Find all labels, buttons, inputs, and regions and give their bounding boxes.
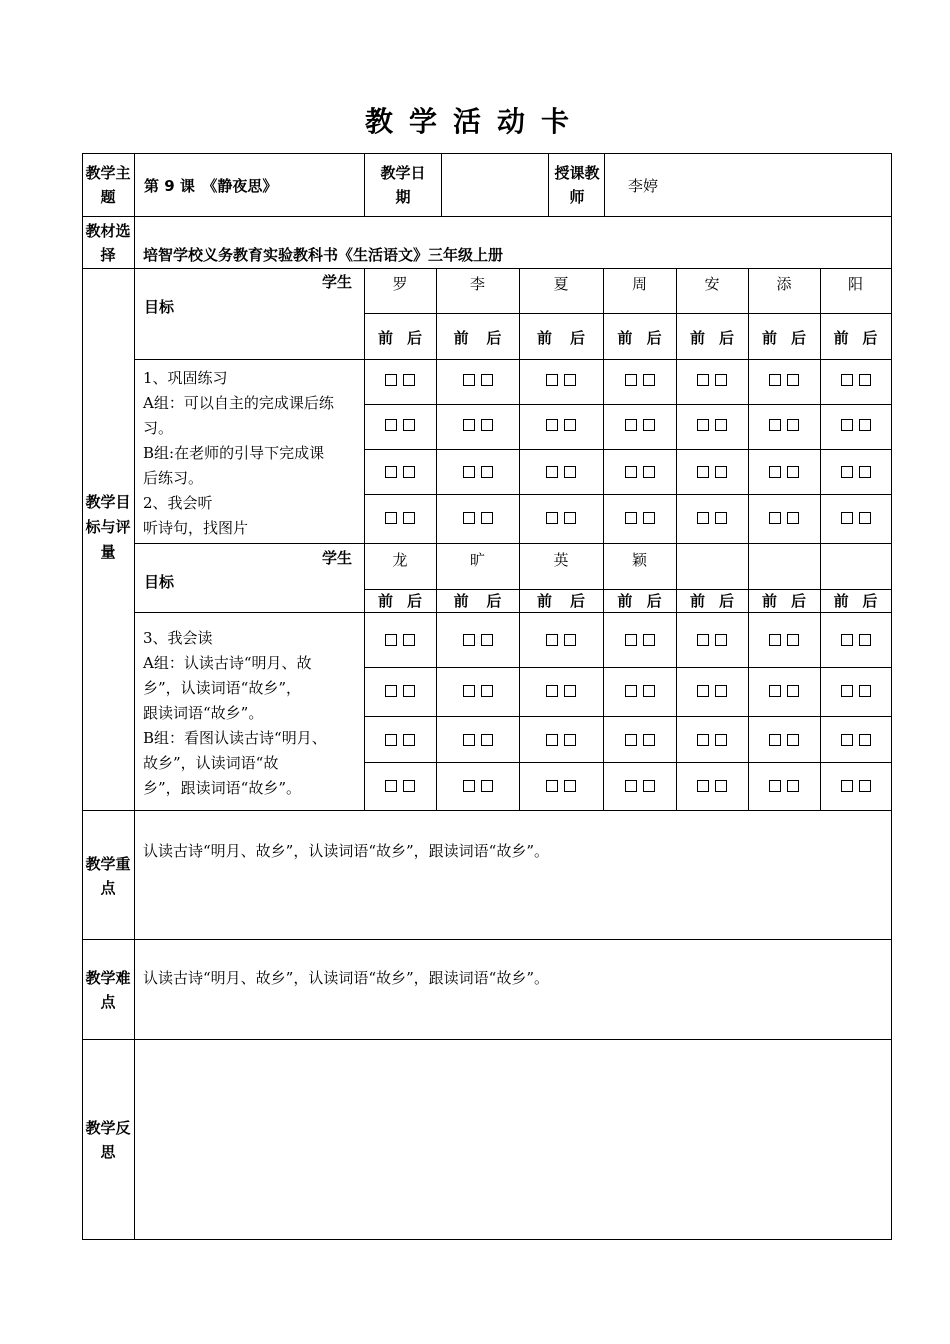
before-checkbox[interactable]	[625, 634, 637, 646]
key-points-value: 认读古诗“明月、故乡”，认读词语“故乡”，跟读词语“故乡”。	[143, 842, 550, 860]
table-rule	[82, 153, 83, 1240]
table-rule	[364, 449, 892, 450]
difficulties-value: 认读古诗“明月、故乡”，认读词语“故乡”，跟读词语“故乡”。	[143, 969, 550, 987]
checkbox-pair	[519, 465, 603, 481]
after-checkbox[interactable]	[859, 374, 871, 386]
table-rule	[441, 153, 442, 217]
teacher-label-text: 授课教师	[554, 164, 600, 206]
after-checkbox[interactable]	[859, 419, 871, 431]
checkbox-pair	[364, 418, 436, 434]
key-points-label	[84, 852, 132, 900]
before-checkbox[interactable]	[769, 419, 781, 431]
after-checkbox[interactable]	[859, 466, 871, 478]
before-after-header	[748, 589, 820, 613]
checkbox-pair	[364, 779, 436, 795]
checkbox-pair	[820, 511, 891, 527]
checkbox-pair	[676, 465, 748, 481]
checkbox-pair	[820, 733, 891, 749]
checkbox-pair	[603, 418, 676, 434]
checkbox-pair	[436, 733, 519, 749]
after-checkbox[interactable]	[643, 734, 655, 746]
after-checkbox[interactable]	[643, 512, 655, 524]
goal-label-2: 目标	[144, 573, 175, 591]
after-checkbox[interactable]	[403, 374, 415, 386]
before-checkbox[interactable]	[841, 419, 853, 431]
after-checkbox[interactable]	[715, 780, 727, 792]
goal-line: B组:在老师的引导下完成课	[143, 444, 325, 462]
table-rule	[82, 268, 892, 269]
after-checkbox[interactable]	[481, 466, 493, 478]
goal-line: 1、巩固练习	[143, 369, 228, 387]
checkbox-pair	[748, 733, 820, 749]
g1-student-name: 安	[704, 275, 720, 293]
before-after-header	[364, 589, 436, 613]
difficulties-label-text: 教学难点	[85, 969, 131, 1011]
before-checkbox[interactable]	[841, 466, 853, 478]
before-after-header	[603, 589, 676, 613]
g1-student-name: 周	[631, 275, 647, 293]
g2-student-name: 龙	[392, 551, 408, 569]
after-checkbox[interactable]	[643, 466, 655, 478]
before-after-header	[603, 326, 676, 350]
before-checkbox[interactable]	[769, 374, 781, 386]
after-checkbox[interactable]	[787, 685, 799, 697]
after-checkbox[interactable]	[481, 634, 493, 646]
before-checkbox[interactable]	[546, 419, 558, 431]
before-checkbox[interactable]	[546, 780, 558, 792]
after-checkbox[interactable]	[643, 419, 655, 431]
before-label: 前	[453, 592, 469, 610]
textbook-label-text: 教材选择	[85, 222, 131, 264]
difficulties-label	[84, 966, 132, 1014]
before-label: 前	[617, 329, 633, 347]
before-checkbox[interactable]	[385, 780, 397, 792]
textbook-label	[84, 219, 132, 267]
table-rule	[82, 1239, 892, 1240]
topic-value: 第 9 课 《静夜思》	[144, 177, 278, 195]
before-label: 前	[377, 592, 393, 610]
after-checkbox[interactable]	[564, 419, 576, 431]
checkbox-pair	[436, 373, 519, 389]
after-checkbox[interactable]	[643, 634, 655, 646]
before-checkbox[interactable]	[697, 419, 709, 431]
after-checkbox[interactable]	[481, 685, 493, 697]
checkbox-pair	[748, 511, 820, 527]
before-checkbox[interactable]	[841, 685, 853, 697]
table-rule	[364, 667, 892, 668]
before-label: 前	[689, 592, 705, 610]
before-checkbox[interactable]	[841, 512, 853, 524]
before-checkbox[interactable]	[625, 734, 637, 746]
checkbox-pair	[436, 779, 519, 795]
after-checkbox[interactable]	[859, 734, 871, 746]
g1-student-name: 夏	[553, 275, 569, 293]
before-checkbox[interactable]	[697, 685, 709, 697]
after-checkbox[interactable]	[564, 374, 576, 386]
table-rule	[364, 313, 892, 314]
table-rule	[364, 716, 892, 717]
after-checkbox[interactable]	[787, 374, 799, 386]
before-label: 前	[453, 329, 469, 347]
after-checkbox[interactable]	[643, 685, 655, 697]
checkbox-pair	[820, 418, 891, 434]
after-label: 后	[486, 329, 502, 347]
before-label: 前	[689, 329, 705, 347]
checkbox-pair	[820, 465, 891, 481]
before-checkbox[interactable]	[385, 374, 397, 386]
checkbox-pair	[519, 733, 603, 749]
before-checkbox[interactable]	[463, 780, 475, 792]
after-checkbox[interactable]	[715, 466, 727, 478]
table-rule	[134, 153, 135, 1240]
after-checkbox[interactable]	[564, 734, 576, 746]
after-checkbox[interactable]	[481, 734, 493, 746]
before-checkbox[interactable]	[625, 780, 637, 792]
goal-line: 跟读词语“故乡”。	[143, 704, 264, 722]
checkbox-pair	[364, 733, 436, 749]
table-rule	[82, 939, 892, 940]
table-rule	[364, 153, 365, 217]
before-after-header	[436, 326, 519, 350]
before-checkbox[interactable]	[546, 466, 558, 478]
before-checkbox[interactable]	[841, 780, 853, 792]
student-label-2: 学生	[322, 549, 353, 567]
after-checkbox[interactable]	[564, 512, 576, 524]
before-checkbox[interactable]	[463, 374, 475, 386]
before-checkbox[interactable]	[697, 512, 709, 524]
checkbox-pair	[603, 779, 676, 795]
before-after-header	[436, 589, 519, 613]
checkbox-pair	[676, 779, 748, 795]
before-checkbox[interactable]	[697, 466, 709, 478]
goals-label	[84, 490, 132, 565]
checkbox-pair	[676, 511, 748, 527]
before-checkbox[interactable]	[546, 685, 558, 697]
checkbox-pair	[436, 684, 519, 700]
reflection-field[interactable]	[143, 1050, 883, 1230]
goal-line: 习。	[143, 419, 174, 437]
after-label: 后	[718, 592, 734, 610]
goal-line: A组：认读古诗“明月、故	[143, 654, 312, 672]
reflection-label-text: 教学反思	[85, 1119, 131, 1161]
before-checkbox[interactable]	[385, 419, 397, 431]
before-checkbox[interactable]	[385, 685, 397, 697]
after-checkbox[interactable]	[643, 780, 655, 792]
checkbox-pair	[436, 465, 519, 481]
checkbox-pair	[364, 373, 436, 389]
checkbox-pair	[676, 733, 748, 749]
after-checkbox[interactable]	[715, 419, 727, 431]
goal-line: 故乡”，认读词语“故	[143, 754, 279, 772]
g2-student-name: 旷	[469, 551, 485, 569]
after-checkbox[interactable]	[859, 780, 871, 792]
before-checkbox[interactable]	[697, 734, 709, 746]
after-checkbox[interactable]	[787, 419, 799, 431]
checkbox-pair	[748, 418, 820, 434]
goals-label-text: 教学目标与评量	[85, 493, 131, 561]
after-checkbox[interactable]	[715, 374, 727, 386]
before-checkbox[interactable]	[385, 466, 397, 478]
teacher-label	[552, 161, 602, 209]
teacher-value: 李婷	[628, 177, 659, 195]
after-label: 后	[862, 592, 878, 610]
after-checkbox[interactable]	[403, 466, 415, 478]
checkbox-pair	[603, 733, 676, 749]
date-field[interactable]	[446, 174, 542, 198]
checkbox-pair	[364, 684, 436, 700]
before-checkbox[interactable]	[697, 634, 709, 646]
checkbox-pair	[748, 373, 820, 389]
before-checkbox[interactable]	[463, 466, 475, 478]
after-checkbox[interactable]	[643, 374, 655, 386]
page-title: 教学活动卡	[364, 105, 585, 138]
after-checkbox[interactable]	[564, 466, 576, 478]
checkbox-pair	[519, 373, 603, 389]
after-checkbox[interactable]	[787, 780, 799, 792]
after-checkbox[interactable]	[564, 685, 576, 697]
table-rule	[364, 494, 892, 495]
after-checkbox[interactable]	[403, 512, 415, 524]
checkbox-pair	[364, 633, 436, 649]
goal-line: 听诗句，找图片	[143, 519, 249, 537]
before-after-header	[676, 326, 748, 350]
before-checkbox[interactable]	[463, 512, 475, 524]
checkbox-pair	[519, 633, 603, 649]
after-label: 后	[790, 329, 806, 347]
before-checkbox[interactable]	[546, 734, 558, 746]
checkbox-pair	[820, 779, 891, 795]
before-checkbox[interactable]	[463, 634, 475, 646]
goal-label: 目标	[144, 298, 175, 316]
after-label: 后	[406, 592, 422, 610]
g1-student-name: 罗	[392, 275, 408, 293]
checkbox-pair	[748, 465, 820, 481]
reflection-label	[84, 1116, 132, 1164]
goal-line: 2、我会听	[143, 494, 213, 512]
checkbox-pair	[364, 511, 436, 527]
table-rule	[548, 153, 549, 217]
after-checkbox[interactable]	[787, 512, 799, 524]
after-checkbox[interactable]	[564, 780, 576, 792]
table-rule	[364, 762, 892, 763]
after-checkbox[interactable]	[787, 634, 799, 646]
table-rule	[364, 404, 892, 405]
key-points-label-text: 教学重点	[85, 855, 131, 897]
before-label: 前	[536, 329, 552, 347]
checkbox-pair	[519, 779, 603, 795]
table-rule	[82, 153, 892, 154]
checkbox-pair	[603, 684, 676, 700]
after-checkbox[interactable]	[564, 634, 576, 646]
checkbox-pair	[603, 465, 676, 481]
checkbox-pair	[603, 511, 676, 527]
after-checkbox[interactable]	[403, 419, 415, 431]
topic-label	[84, 161, 132, 209]
before-checkbox[interactable]	[385, 512, 397, 524]
checkbox-pair	[748, 779, 820, 795]
textbook-value: 培智学校义务教育实验教科书《生活语文》三年级上册	[143, 246, 504, 264]
after-checkbox[interactable]	[859, 634, 871, 646]
after-label: 后	[646, 592, 662, 610]
after-checkbox[interactable]	[715, 734, 727, 746]
before-checkbox[interactable]	[769, 634, 781, 646]
before-checkbox[interactable]	[697, 374, 709, 386]
topic-label-text: 教学主题	[85, 164, 131, 206]
goal-line: 乡”，跟读词语“故乡”。	[143, 779, 302, 797]
checkbox-pair	[676, 373, 748, 389]
before-label: 前	[833, 329, 849, 347]
after-label: 后	[790, 592, 806, 610]
checkbox-pair	[436, 511, 519, 527]
checkbox-pair	[820, 373, 891, 389]
table-rule	[134, 359, 892, 360]
after-checkbox[interactable]	[481, 780, 493, 792]
before-checkbox[interactable]	[697, 780, 709, 792]
g1-student-name: 添	[776, 275, 792, 293]
checkbox-pair	[519, 684, 603, 700]
before-checkbox[interactable]	[625, 466, 637, 478]
checkbox-pair	[436, 633, 519, 649]
checkbox-pair	[748, 684, 820, 700]
before-checkbox[interactable]	[625, 512, 637, 524]
before-after-header	[364, 326, 436, 350]
checkbox-pair	[676, 684, 748, 700]
before-after-header	[820, 326, 891, 350]
after-label: 后	[406, 329, 422, 347]
table-rule	[82, 810, 892, 811]
g2-student-name: 英	[553, 551, 569, 569]
after-checkbox[interactable]	[859, 685, 871, 697]
before-checkbox[interactable]	[625, 374, 637, 386]
checkbox-pair	[603, 373, 676, 389]
after-checkbox[interactable]	[787, 466, 799, 478]
after-checkbox[interactable]	[481, 512, 493, 524]
before-label: 前	[833, 592, 849, 610]
after-checkbox[interactable]	[403, 685, 415, 697]
before-checkbox[interactable]	[463, 419, 475, 431]
after-checkbox[interactable]	[403, 634, 415, 646]
before-label: 前	[761, 592, 777, 610]
after-label: 后	[718, 329, 734, 347]
goal-line: 后练习。	[143, 469, 204, 487]
after-checkbox[interactable]	[403, 734, 415, 746]
checkbox-pair	[820, 684, 891, 700]
goal-line: B组：看图认读古诗“明月、	[143, 729, 327, 747]
checkbox-pair	[519, 418, 603, 434]
after-checkbox[interactable]	[859, 512, 871, 524]
after-label: 后	[862, 329, 878, 347]
group1-goals-text	[143, 366, 363, 541]
checkbox-pair	[748, 633, 820, 649]
before-checkbox[interactable]	[463, 685, 475, 697]
student-label: 学生	[322, 273, 353, 291]
before-checkbox[interactable]	[769, 685, 781, 697]
before-checkbox[interactable]	[841, 734, 853, 746]
before-checkbox[interactable]	[463, 734, 475, 746]
table-rule	[891, 153, 892, 1240]
after-checkbox[interactable]	[715, 685, 727, 697]
before-checkbox[interactable]	[769, 780, 781, 792]
after-label: 后	[646, 329, 662, 347]
before-after-header	[676, 589, 748, 613]
after-checkbox[interactable]	[481, 419, 493, 431]
goal-line: A组：可以自主的完成课后练	[143, 394, 334, 412]
table-rule	[82, 216, 892, 217]
before-after-header	[820, 589, 891, 613]
before-label: 前	[536, 592, 552, 610]
before-label: 前	[761, 329, 777, 347]
before-checkbox[interactable]	[769, 466, 781, 478]
before-label: 前	[617, 592, 633, 610]
before-checkbox[interactable]	[385, 634, 397, 646]
before-checkbox[interactable]	[625, 419, 637, 431]
group2-goals-text	[143, 626, 363, 801]
before-checkbox[interactable]	[546, 374, 558, 386]
date-label	[376, 161, 430, 209]
after-label: 后	[486, 592, 502, 610]
before-checkbox[interactable]	[546, 512, 558, 524]
before-checkbox[interactable]	[841, 374, 853, 386]
after-checkbox[interactable]	[715, 634, 727, 646]
before-checkbox[interactable]	[769, 734, 781, 746]
before-checkbox[interactable]	[769, 512, 781, 524]
checkbox-pair	[436, 418, 519, 434]
table-rule	[604, 153, 605, 217]
after-checkbox[interactable]	[481, 374, 493, 386]
goal-line: 3、我会读	[143, 629, 213, 647]
before-after-header	[519, 326, 603, 350]
checkbox-pair	[603, 633, 676, 649]
before-after-header	[519, 589, 603, 613]
after-checkbox[interactable]	[787, 734, 799, 746]
before-after-header	[748, 326, 820, 350]
checkbox-pair	[364, 465, 436, 481]
g1-student-name: 阳	[847, 275, 863, 293]
table-rule	[134, 543, 892, 544]
checkbox-pair	[519, 511, 603, 527]
before-checkbox[interactable]	[546, 634, 558, 646]
g1-student-name: 李	[469, 275, 485, 293]
after-checkbox[interactable]	[715, 512, 727, 524]
after-label: 后	[569, 592, 585, 610]
after-checkbox[interactable]	[403, 780, 415, 792]
before-checkbox[interactable]	[385, 734, 397, 746]
before-checkbox[interactable]	[625, 685, 637, 697]
date-label-text: 教学日期	[380, 164, 426, 206]
before-checkbox[interactable]	[841, 634, 853, 646]
checkbox-pair	[676, 418, 748, 434]
checkbox-pair	[820, 633, 891, 649]
before-label: 前	[377, 329, 393, 347]
table-rule	[82, 1039, 892, 1040]
after-label: 后	[569, 329, 585, 347]
g2-student-name: 颖	[631, 551, 647, 569]
goal-line: 乡”，认读词语“故乡”，	[143, 679, 302, 697]
checkbox-pair	[676, 633, 748, 649]
